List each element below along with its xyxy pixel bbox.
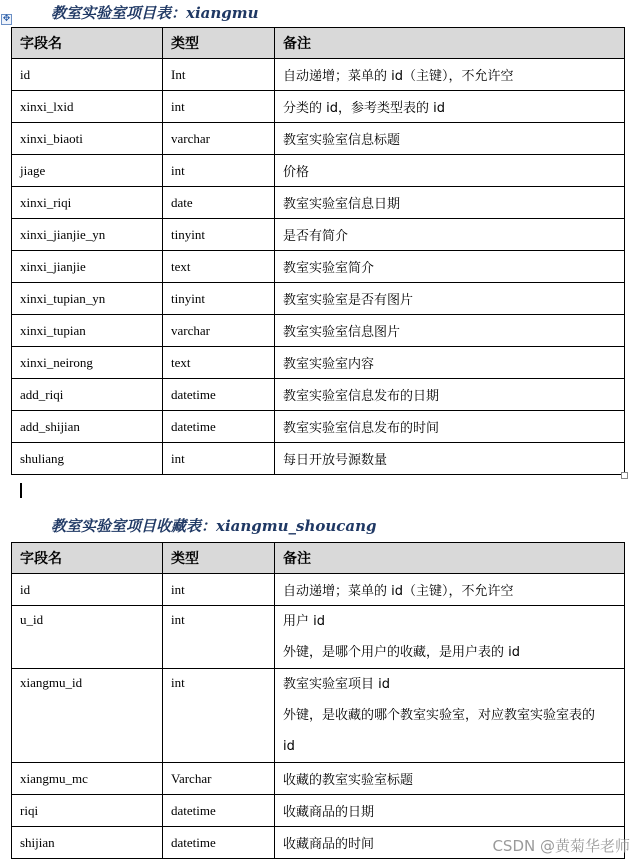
table-row	[12, 251, 625, 283]
cell-type: int	[163, 91, 275, 123]
header-type: 类型	[163, 543, 275, 574]
note-line: 用户 id	[283, 614, 325, 629]
cell-note: 教室实验室是否有图片	[275, 283, 625, 315]
table-row	[12, 411, 625, 443]
cell-note: 收藏商品的日期	[275, 795, 625, 827]
table-row	[12, 187, 625, 219]
cell-note: 每日开放号源数量	[275, 443, 625, 475]
cell-field: xiangmu_id	[12, 669, 163, 763]
cell-note	[275, 669, 625, 763]
cell-field: xinxi_neirong	[12, 347, 163, 379]
note-line: 外键，是哪个用户的收藏，是用户表的 id	[283, 645, 520, 660]
table-row	[12, 315, 625, 347]
cell-field: add_riqi	[12, 379, 163, 411]
cell-type: tinyint	[163, 283, 275, 315]
cell-note: 教室实验室信息发布的时间	[275, 411, 625, 443]
table1-caption: 教室实验室项目表：xiangmu	[51, 4, 259, 22]
cell-type: datetime	[163, 411, 275, 443]
cell-field: xinxi_jianjie	[12, 251, 163, 283]
table-row	[12, 763, 625, 795]
cell-type: int	[163, 606, 275, 669]
header-note: 备注	[275, 28, 625, 59]
cell-field: xinxi_jianjie_yn	[12, 219, 163, 251]
table-header-row	[12, 543, 625, 574]
cell-note: 自动递增；菜单的 id（主键），不允许空	[275, 574, 625, 606]
cell-type: text	[163, 251, 275, 283]
cell-field: u_id	[12, 606, 163, 669]
cell-note: 教室实验室信息标题	[275, 123, 625, 155]
table-row	[12, 219, 625, 251]
cell-field: shuliang	[12, 443, 163, 475]
cell-note: 自动递增；菜单的 id（主键），不允许空	[275, 59, 625, 91]
cell-note: 收藏的教室实验室标题	[275, 763, 625, 795]
cell-note: 分类的 id，参考类型表的 id	[275, 91, 625, 123]
header-type: 类型	[163, 28, 275, 59]
table-row	[12, 347, 625, 379]
cell-field: xinxi_riqi	[12, 187, 163, 219]
cell-field: xiangmu_mc	[12, 763, 163, 795]
cell-type: tinyint	[163, 219, 275, 251]
table-row	[12, 606, 625, 669]
text-cursor	[20, 483, 22, 498]
table-row	[12, 443, 625, 475]
cell-field: shijian	[12, 827, 163, 859]
table-row	[12, 59, 625, 91]
cell-type: varchar	[163, 123, 275, 155]
table-header-row	[12, 28, 625, 59]
cell-type: int	[163, 443, 275, 475]
table-row	[12, 155, 625, 187]
cell-type: Int	[163, 59, 275, 91]
cell-note: 教室实验室信息图片	[275, 315, 625, 347]
cell-field: id	[12, 574, 163, 606]
cell-field: xinxi_biaoti	[12, 123, 163, 155]
table-resize-handle[interactable]	[621, 472, 628, 479]
table-row	[12, 574, 625, 606]
cell-field: id	[12, 59, 163, 91]
cell-type: int	[163, 155, 275, 187]
cell-note	[275, 606, 625, 669]
cell-type: int	[163, 574, 275, 606]
cell-field: xinxi_tupian	[12, 315, 163, 347]
cell-field: xinxi_lxid	[12, 91, 163, 123]
cell-type: datetime	[163, 379, 275, 411]
table-row	[12, 91, 625, 123]
table-row	[12, 379, 625, 411]
header-field: 字段名	[12, 28, 163, 59]
table-row	[12, 123, 625, 155]
cell-note: 教室实验室简介	[275, 251, 625, 283]
table-row	[12, 669, 625, 763]
table-row	[12, 795, 625, 827]
cell-note: 是否有简介	[275, 219, 625, 251]
table-xiangmu-shoucang	[11, 542, 625, 859]
cell-note: 收藏商品的时间	[275, 827, 625, 859]
note-line: 外键，是收藏的哪个教室实验室，对应教室实验室表的	[283, 708, 596, 723]
note-line: 教室实验室项目 id	[283, 677, 390, 692]
cell-note: 价格	[275, 155, 625, 187]
cell-note: 教室实验室内容	[275, 347, 625, 379]
cell-note: 教室实验室信息日期	[275, 187, 625, 219]
cell-type: text	[163, 347, 275, 379]
cell-note: 教室实验室信息发布的日期	[275, 379, 625, 411]
table-xiangmu	[11, 27, 625, 475]
header-field: 字段名	[12, 543, 163, 574]
cell-field: add_shijian	[12, 411, 163, 443]
cell-field: jiage	[12, 155, 163, 187]
watermark: CSDN @黄菊华老师	[492, 837, 630, 855]
cell-type: Varchar	[163, 763, 275, 795]
cell-type: datetime	[163, 795, 275, 827]
note-line: id	[283, 739, 295, 754]
cell-type: datetime	[163, 827, 275, 859]
header-note: 备注	[275, 543, 625, 574]
cell-type: date	[163, 187, 275, 219]
cell-field: riqi	[12, 795, 163, 827]
table2-caption: 教室实验室项目收藏表：xiangmu_shoucang	[51, 517, 377, 535]
table-row	[12, 283, 625, 315]
table-move-handle-icon[interactable]: ✥	[2, 14, 11, 24]
cell-field: xinxi_tupian_yn	[12, 283, 163, 315]
cell-type: varchar	[163, 315, 275, 347]
cell-type: int	[163, 669, 275, 763]
